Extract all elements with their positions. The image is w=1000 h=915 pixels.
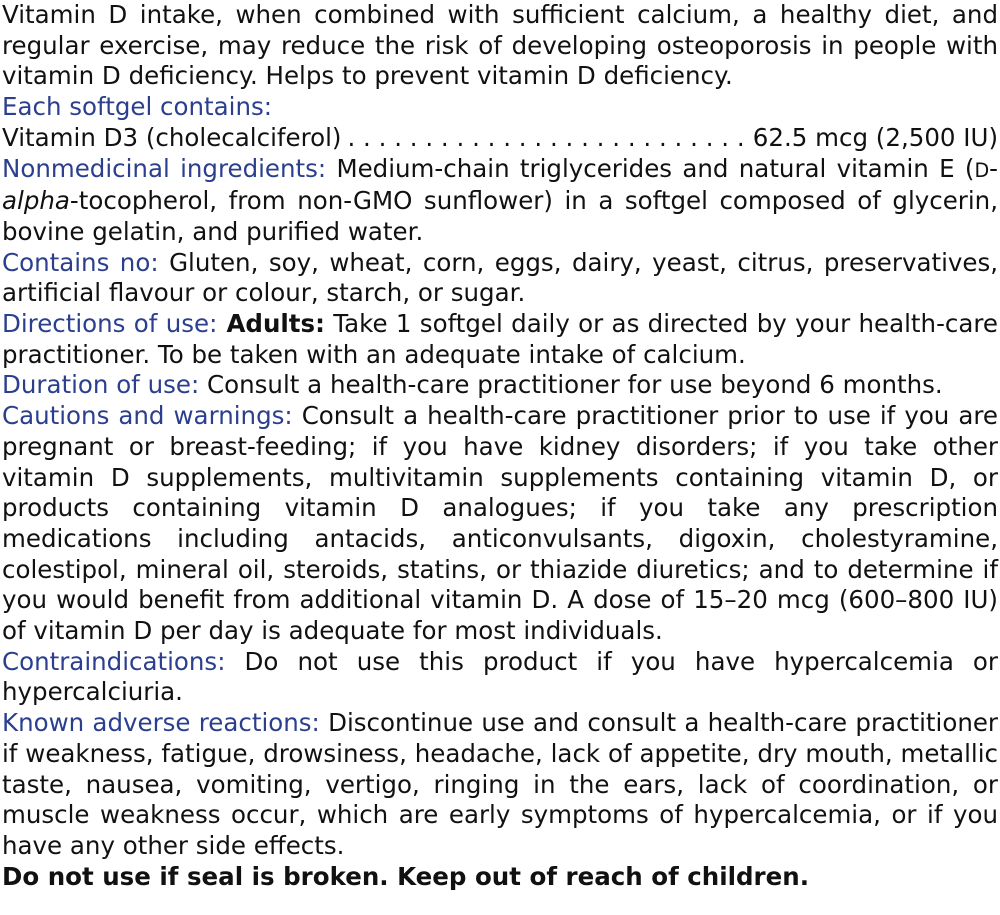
intro-body: Vitamin D intake, when combined with sufficient calcium, a healthy diet, and regular exercise, may reduce the risk of developing osteoporosis in people with vitamin D deficiency. Helps to prevent vitamin D deficiency. (2, 0, 998, 91)
nonmedicinal-text-c: -tocopherol, from non-GMO sunflower) in a softgel composed of glycerin, bovine gelatin, and purified water. (2, 186, 998, 246)
footer-text: Do not use if seal is broken. Keep out of reach of children. (2, 861, 810, 891)
each-softgel-heading (2, 92, 998, 123)
nonmedicinal-text-a: Medium-chain triglycerides and natural vitamin E ( (326, 153, 975, 183)
nonmedicinal-smallcaps: D (974, 158, 990, 182)
duration-text: Consult a health-care practitioner for use beyond 6 months. (199, 370, 943, 400)
nonmedicinal-text-b: - (989, 153, 998, 183)
contains-no-section (2, 248, 998, 309)
directions-text: Take 1 softgel daily or as directed by your health-care practitioner. To be taken with an adequate intake of calcium. (2, 309, 998, 369)
ingredient-name: Vitamin D3 (cholecalciferol) (2, 122, 342, 152)
adverse-section (2, 708, 998, 862)
nonmedicinal-section (2, 154, 998, 248)
duration-section (2, 370, 998, 401)
duration-title: Duration of use: (2, 370, 200, 400)
safety-footer (2, 862, 998, 893)
contains-no-text: Gluten, soy, wheat, corn, eggs, dairy, yeast, citrus, preservatives, artificial flavour or colour, starch, or sugar. (2, 247, 998, 308)
nonmedicinal-title: Nonmedicinal ingredients: (2, 153, 327, 183)
ingredient-amount: 62.5 mcg (2,500 IU) (752, 122, 998, 152)
contraindications-section (2, 647, 998, 708)
intro-text (2, 0, 998, 92)
adverse-text: Discontinue use and consult a health-care practitioner if weakness, fatigue, drowsiness, headache, lack of appetite, dry mouth, metallic taste, nausea, vomiting, vertigo, ringing in the ears, lack of coordination, or muscle weakness occur, which are early symptoms of hypercalcemia, or if you have any other side effects. (2, 708, 998, 860)
nonmedicinal-italic: alpha (2, 186, 70, 216)
cautions-title: Cautions and warnings: (2, 401, 293, 431)
directions-title: Directions of use: (2, 309, 218, 339)
directions-section (2, 309, 998, 370)
leader-dots (347, 123, 746, 154)
cautions-section (2, 401, 998, 647)
adverse-title: Known adverse reactions: (2, 708, 320, 738)
medicinal-ingredient-row (2, 123, 998, 154)
contains-no-title: Contains no: (2, 247, 159, 277)
each-softgel-title: Each softgel contains: (2, 92, 273, 122)
contraindications-text: Do not use this product if you have hypercalcemia or hypercalciuria. (2, 646, 998, 707)
cautions-text: Consult a health-care practitioner prior to use if you are pregnant or breast-feeding; if you have kidney disorders; if you take other vitamin D supplements, multivitamin supplements containing vitamin D, or products containing vitamin D analogues; if you take any prescription medications including antacids, anticonvulsants, digoxin, cholestyramine, colestipol, mineral oil, steroids, statins, or thiazide diuretics; and to determine if you would benefit from additional vitamin D. A dose of 15–20 mcg (600–800 IU) of vitamin D per day is adequate for most individuals. (2, 401, 999, 646)
directions-adults: Adults: (217, 309, 325, 339)
contraindications-title: Contraindications: (2, 646, 226, 676)
